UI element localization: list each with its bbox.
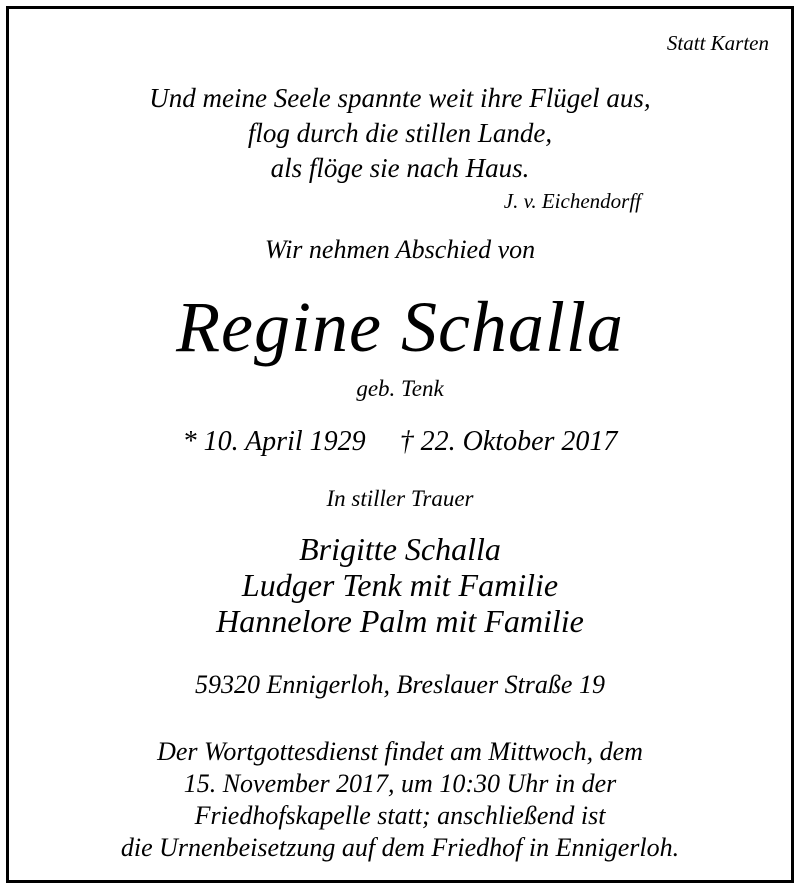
intro-text: Wir nehmen Abschied von: [264, 235, 536, 264]
obituary-border: [6, 6, 794, 883]
mourner-name: Hannelore Palm mit Familie: [216, 603, 584, 639]
service-info: [9, 736, 791, 864]
poem-line: Und meine Seele spannte weit ihre Flügel aus,: [149, 83, 651, 113]
life-dates: [9, 428, 791, 456]
birth-name: geb. Tenk: [356, 376, 444, 401]
mourner-name: Ludger Tenk mit Familie: [241, 567, 559, 603]
mourners-list: [9, 531, 791, 639]
service-line: Der Wortgottesdienst findet am Mittwoch, dem: [157, 737, 643, 766]
service-line: 15. November 2017, um 10:30 Uhr in der: [183, 769, 617, 798]
mourner-name: Brigitte Schalla: [299, 531, 501, 567]
death-date: † 22. Oktober 2017: [399, 426, 618, 457]
birth-date: * 10. April 1929: [182, 426, 366, 457]
mourning-label: In stiller Trauer: [326, 486, 474, 511]
poem-line: flog durch die stillen Lande,: [247, 118, 553, 148]
family-address: 59320 Ennigerloh, Breslauer Straße 19: [195, 670, 605, 699]
poem-line: als flöge sie nach Haus.: [270, 153, 530, 183]
header-note: Statt Karten: [666, 31, 769, 55]
poem-quote: [9, 81, 791, 186]
service-line: die Urnenbeisetzung auf dem Friedhof in Ennigerloh.: [120, 833, 680, 862]
deceased-name: Regine Schalla: [176, 287, 624, 367]
service-line: Friedhofskapelle statt; anschließend ist: [194, 801, 606, 830]
poem-author: J. v. Eichendorff: [503, 189, 641, 213]
